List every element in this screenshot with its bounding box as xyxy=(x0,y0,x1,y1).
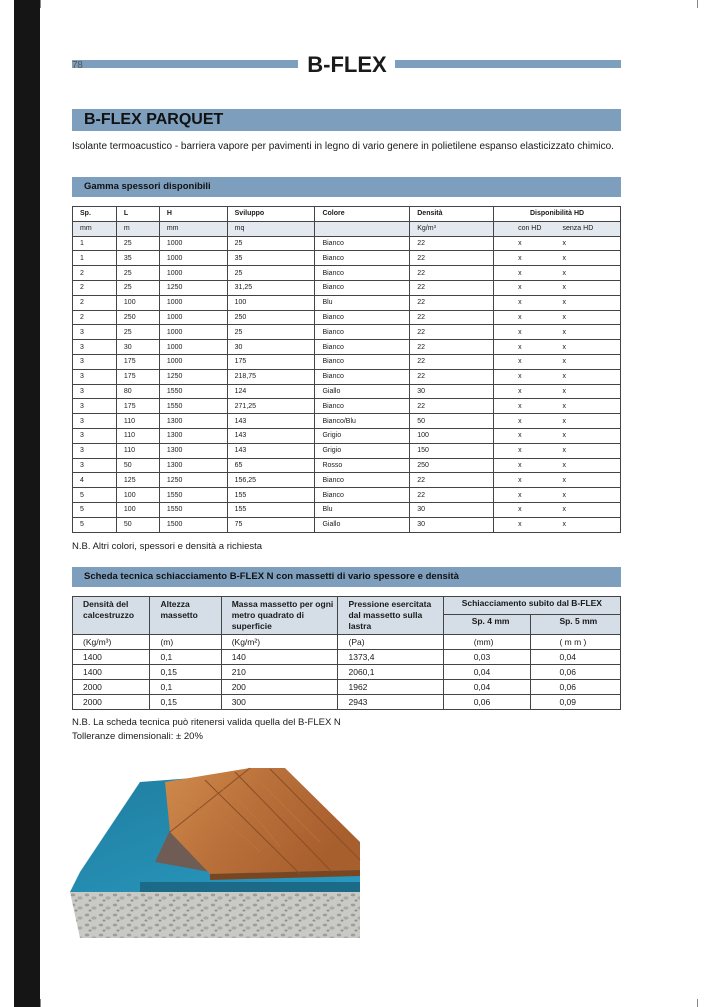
cell-densita: 30 xyxy=(410,502,494,517)
cell-h: 1000 xyxy=(159,266,227,281)
cell-senza-hd: x xyxy=(551,310,621,325)
cell-h: 1250 xyxy=(159,473,227,488)
cell-colore: Grigio xyxy=(315,428,410,443)
cell-sp: 1 xyxy=(73,251,117,266)
parquet-floor-layers-illustration xyxy=(70,742,370,938)
range-table-row xyxy=(73,251,621,266)
cell-l: 175 xyxy=(116,369,159,384)
cell-l: 50 xyxy=(116,458,159,473)
cell-sp: 5 xyxy=(73,517,117,532)
cell-con-hd: x xyxy=(494,295,551,310)
unit-cell: senza HD xyxy=(551,221,621,236)
unit-cell: (m) xyxy=(150,635,221,650)
unit-cell: Kg/m³ xyxy=(410,221,494,236)
cell-densita: 1400 xyxy=(73,665,150,680)
cell-sp: 2 xyxy=(73,266,117,281)
cell-colore: Blu xyxy=(315,295,410,310)
cell-pressione: 2943 xyxy=(338,695,443,710)
cell-senza-hd: x xyxy=(551,384,621,399)
range-table-row xyxy=(73,266,621,281)
col-sp: Sp. xyxy=(73,207,117,222)
cell-senza-hd: x xyxy=(551,414,621,429)
unit-cell: con HD xyxy=(494,221,551,236)
cell-h: 1000 xyxy=(159,310,227,325)
crush-table-row xyxy=(73,665,621,680)
cell-con-hd: x xyxy=(494,414,551,429)
range-table-header xyxy=(73,207,621,222)
col-sviluppo: Sviluppo xyxy=(227,207,315,222)
unit-cell: m xyxy=(116,221,159,236)
cell-densita: 22 xyxy=(410,251,494,266)
cell-h: 1250 xyxy=(159,280,227,295)
unit-cell: (Pa) xyxy=(338,635,443,650)
cell-h: 1300 xyxy=(159,458,227,473)
cell-colore: Bianco xyxy=(315,266,410,281)
range-table-title: Gamma spessori disponibili xyxy=(72,177,621,197)
cell-densita: 250 xyxy=(410,458,494,473)
cell-pressione: 1373,4 xyxy=(338,650,443,665)
col-massa-massetto: Massa massetto per ogni metro quadrato di superficie xyxy=(221,597,338,635)
cell-h: 1000 xyxy=(159,340,227,355)
range-table-row xyxy=(73,325,621,340)
cell-con-hd: x xyxy=(494,280,551,295)
cell-sviluppo: 155 xyxy=(227,488,315,503)
cell-con-hd: x xyxy=(494,443,551,458)
range-table-row xyxy=(73,399,621,414)
cell-sviluppo: 35 xyxy=(227,251,315,266)
cell-sp: 3 xyxy=(73,369,117,384)
cell-colore: Bianco xyxy=(315,280,410,295)
cell-massa: 200 xyxy=(221,680,338,695)
range-table-row xyxy=(73,502,621,517)
crush-table-row xyxy=(73,680,621,695)
crush-table-units xyxy=(73,635,621,650)
cell-sp: 3 xyxy=(73,354,117,369)
cell-sviluppo: 250 xyxy=(227,310,315,325)
cell-colore: Bianco xyxy=(315,340,410,355)
cell-colore: Rosso xyxy=(315,458,410,473)
range-table-row xyxy=(73,473,621,488)
col-altezza-massetto: Altezza massetto xyxy=(150,597,221,635)
cell-altezza: 0,15 xyxy=(150,695,221,710)
cell-l: 35 xyxy=(116,251,159,266)
cell-colore: Bianco xyxy=(315,310,410,325)
cell-senza-hd: x xyxy=(551,236,621,251)
cell-sp: 3 xyxy=(73,443,117,458)
cell-sviluppo: 25 xyxy=(227,236,315,251)
cell-h: 1000 xyxy=(159,236,227,251)
col-disponibilita: Disponibilità HD xyxy=(494,207,621,222)
cell-sp: 1 xyxy=(73,236,117,251)
cell-h: 1300 xyxy=(159,428,227,443)
range-table-row xyxy=(73,280,621,295)
cell-con-hd: x xyxy=(494,251,551,266)
cell-sviluppo: 30 xyxy=(227,340,315,355)
crop-mark xyxy=(697,999,698,1007)
cell-sp: 3 xyxy=(73,458,117,473)
cell-h: 1000 xyxy=(159,251,227,266)
cell-l: 175 xyxy=(116,354,159,369)
cell-sp5: 0,09 xyxy=(531,695,621,710)
cell-l: 25 xyxy=(116,280,159,295)
cell-sp4: 0,04 xyxy=(443,680,531,695)
cell-pressione: 1962 xyxy=(338,680,443,695)
cell-sviluppo: 75 xyxy=(227,517,315,532)
cell-sp4: 0,06 xyxy=(443,695,531,710)
cell-senza-hd: x xyxy=(551,488,621,503)
cell-pressione: 2060,1 xyxy=(338,665,443,680)
unit-cell: ( m m ) xyxy=(531,635,621,650)
range-table-row xyxy=(73,295,621,310)
unit-cell: (Kg/m³) xyxy=(73,635,150,650)
cell-h: 1250 xyxy=(159,369,227,384)
cell-sp: 3 xyxy=(73,414,117,429)
range-table-row xyxy=(73,384,621,399)
cell-densita: 22 xyxy=(410,369,494,384)
cell-densita: 22 xyxy=(410,473,494,488)
tolerance-note: Tolleranze dimensionali: ± 20% xyxy=(72,731,203,742)
page-number: 78 xyxy=(72,60,83,71)
col-colore: Colore xyxy=(315,207,410,222)
cell-senza-hd: x xyxy=(551,473,621,488)
brand-title: B-FLEX xyxy=(307,52,387,77)
cell-densita: 22 xyxy=(410,310,494,325)
cell-l: 50 xyxy=(116,517,159,532)
cell-sviluppo: 25 xyxy=(227,266,315,281)
cell-senza-hd: x xyxy=(551,280,621,295)
cell-densita: 50 xyxy=(410,414,494,429)
cell-senza-hd: x xyxy=(551,502,621,517)
cell-colore: Giallo xyxy=(315,384,410,399)
cell-senza-hd: x xyxy=(551,251,621,266)
cell-colore: Bianco xyxy=(315,488,410,503)
cell-l: 125 xyxy=(116,473,159,488)
cell-l: 110 xyxy=(116,414,159,429)
cell-colore: Blu xyxy=(315,502,410,517)
cell-sp: 3 xyxy=(73,340,117,355)
cell-h: 1000 xyxy=(159,325,227,340)
cell-altezza: 0,1 xyxy=(150,680,221,695)
cell-densita: 22 xyxy=(410,399,494,414)
cell-sp: 4 xyxy=(73,473,117,488)
cell-l: 110 xyxy=(116,428,159,443)
cell-con-hd: x xyxy=(494,340,551,355)
cell-densita: 22 xyxy=(410,236,494,251)
cell-sp: 2 xyxy=(73,295,117,310)
cell-sp: 5 xyxy=(73,502,117,517)
cell-colore: Bianco xyxy=(315,399,410,414)
range-table xyxy=(72,206,621,533)
cell-con-hd: x xyxy=(494,236,551,251)
cell-colore: Bianco/Blu xyxy=(315,414,410,429)
cell-h: 1000 xyxy=(159,295,227,310)
cell-l: 100 xyxy=(116,502,159,517)
cell-con-hd: x xyxy=(494,428,551,443)
range-table-row xyxy=(73,310,621,325)
cell-colore: Grigio xyxy=(315,443,410,458)
cell-sp4: 0,04 xyxy=(443,665,531,680)
cell-l: 100 xyxy=(116,295,159,310)
cell-sviluppo: 175 xyxy=(227,354,315,369)
cell-con-hd: x xyxy=(494,399,551,414)
cell-sviluppo: 100 xyxy=(227,295,315,310)
cell-colore: Bianco xyxy=(315,369,410,384)
unit-cell: (Kg/m²) xyxy=(221,635,338,650)
cell-h: 1300 xyxy=(159,443,227,458)
cell-sp: 3 xyxy=(73,384,117,399)
crop-mark xyxy=(697,0,698,8)
cell-h: 1000 xyxy=(159,354,227,369)
unit-cell: mq xyxy=(227,221,315,236)
cell-densita: 150 xyxy=(410,443,494,458)
crop-mark xyxy=(40,999,41,1007)
crush-table xyxy=(72,596,621,710)
cell-densita: 22 xyxy=(410,280,494,295)
cell-densita: 1400 xyxy=(73,650,150,665)
cell-l: 250 xyxy=(116,310,159,325)
col-sp-5mm: Sp. 5 mm xyxy=(531,615,621,635)
cell-sp: 5 xyxy=(73,488,117,503)
cell-densita: 22 xyxy=(410,325,494,340)
cell-altezza: 0,1 xyxy=(150,650,221,665)
cell-l: 175 xyxy=(116,399,159,414)
cell-con-hd: x xyxy=(494,266,551,281)
cell-massa: 300 xyxy=(221,695,338,710)
cell-colore: Bianco xyxy=(315,325,410,340)
range-table-row xyxy=(73,488,621,503)
cell-densita: 22 xyxy=(410,488,494,503)
cell-densita: 22 xyxy=(410,295,494,310)
cell-con-hd: x xyxy=(494,458,551,473)
cell-senza-hd: x xyxy=(551,295,621,310)
cell-densita: 22 xyxy=(410,354,494,369)
cell-sviluppo: 218,75 xyxy=(227,369,315,384)
unit-cell: (mm) xyxy=(443,635,531,650)
cell-sviluppo: 25 xyxy=(227,325,315,340)
cell-massa: 210 xyxy=(221,665,338,680)
cell-h: 1500 xyxy=(159,517,227,532)
cell-sviluppo: 143 xyxy=(227,443,315,458)
cell-senza-hd: x xyxy=(551,325,621,340)
range-table-row xyxy=(73,443,621,458)
cell-l: 80 xyxy=(116,384,159,399)
cell-densita: 100 xyxy=(410,428,494,443)
header-rule-left xyxy=(72,60,298,68)
cell-l: 25 xyxy=(116,266,159,281)
range-table-units xyxy=(73,221,621,236)
section-title: B-FLEX PARQUET xyxy=(72,109,621,131)
crush-table-title: Scheda tecnica schiacciamento B-FLEX N con massetti di vario spessore e densità xyxy=(72,567,621,587)
cell-con-hd: x xyxy=(494,488,551,503)
cell-senza-hd: x xyxy=(551,443,621,458)
cell-h: 1550 xyxy=(159,488,227,503)
cell-densita: 30 xyxy=(410,517,494,532)
range-table-row xyxy=(73,414,621,429)
cell-sp4: 0,03 xyxy=(443,650,531,665)
cell-sviluppo: 143 xyxy=(227,428,315,443)
cell-sp5: 0,06 xyxy=(531,665,621,680)
col-pressione: Pressione esercitata dal massetto sulla lastra xyxy=(338,597,443,635)
cell-senza-hd: x xyxy=(551,399,621,414)
range-table-row xyxy=(73,340,621,355)
cell-densita: 30 xyxy=(410,384,494,399)
cell-colore: Bianco xyxy=(315,354,410,369)
cell-con-hd: x xyxy=(494,369,551,384)
range-table-row xyxy=(73,354,621,369)
cell-colore: Giallo xyxy=(315,517,410,532)
cell-massa: 140 xyxy=(221,650,338,665)
cell-colore: Bianco xyxy=(315,236,410,251)
range-table-row xyxy=(73,369,621,384)
unit-cell: mm xyxy=(73,221,117,236)
cell-con-hd: x xyxy=(494,473,551,488)
cell-densita: 22 xyxy=(410,266,494,281)
cell-l: 25 xyxy=(116,236,159,251)
range-table-row xyxy=(73,517,621,532)
cell-sp: 2 xyxy=(73,280,117,295)
cell-sviluppo: 155 xyxy=(227,502,315,517)
cell-h: 1550 xyxy=(159,399,227,414)
cell-sviluppo: 271,25 xyxy=(227,399,315,414)
cell-senza-hd: x xyxy=(551,354,621,369)
cell-con-hd: x xyxy=(494,354,551,369)
col-l: L xyxy=(116,207,159,222)
cell-sviluppo: 143 xyxy=(227,414,315,429)
crush-table-header xyxy=(73,597,621,615)
cell-densita: 22 xyxy=(410,340,494,355)
cell-densita: 2000 xyxy=(73,680,150,695)
cell-l: 30 xyxy=(116,340,159,355)
unit-cell xyxy=(315,221,410,236)
range-table-note: N.B. Altri colori, spessori e densità a richiesta xyxy=(72,541,263,552)
cell-h: 1550 xyxy=(159,384,227,399)
cell-con-hd: x xyxy=(494,384,551,399)
cell-densita: 2000 xyxy=(73,695,150,710)
page-binding-edge xyxy=(14,0,40,1007)
cell-sp: 3 xyxy=(73,399,117,414)
cell-l: 100 xyxy=(116,488,159,503)
crop-mark xyxy=(40,0,41,8)
crush-table-row xyxy=(73,650,621,665)
col-h: H xyxy=(159,207,227,222)
cell-h: 1550 xyxy=(159,502,227,517)
col-densita-calcestruzzo: Densità del calcestruzzo xyxy=(73,597,150,635)
cell-senza-hd: x xyxy=(551,266,621,281)
cell-sp: 3 xyxy=(73,428,117,443)
cell-colore: Bianco xyxy=(315,473,410,488)
cell-colore: Bianco xyxy=(315,251,410,266)
cell-con-hd: x xyxy=(494,502,551,517)
cell-con-hd: x xyxy=(494,310,551,325)
crush-table-row xyxy=(73,695,621,710)
cell-sp: 2 xyxy=(73,310,117,325)
unit-cell: mm xyxy=(159,221,227,236)
cell-h: 1300 xyxy=(159,414,227,429)
col-schiacciamento: Schiacciamento subito dal B-FLEX xyxy=(443,597,620,615)
crush-table-note: N.B. La scheda tecnica può ritenersi valida quella del B-FLEX N xyxy=(72,717,341,728)
col-sp-4mm: Sp. 4 mm xyxy=(443,615,531,635)
cell-sp: 3 xyxy=(73,325,117,340)
cell-sviluppo: 124 xyxy=(227,384,315,399)
range-table-row xyxy=(73,458,621,473)
intro-text: Isolante termoacustico - barriera vapore per pavimenti in legno di vario genere in polietilene espanso elasticizzato chimico. xyxy=(72,141,614,152)
cell-altezza: 0,15 xyxy=(150,665,221,680)
cell-sviluppo: 156,25 xyxy=(227,473,315,488)
cell-senza-hd: x xyxy=(551,458,621,473)
cell-sp5: 0,04 xyxy=(531,650,621,665)
cell-l: 25 xyxy=(116,325,159,340)
header-rule-right xyxy=(395,60,621,68)
cell-con-hd: x xyxy=(494,325,551,340)
range-table-row xyxy=(73,428,621,443)
cell-sp5: 0,06 xyxy=(531,680,621,695)
col-densita: Densità xyxy=(410,207,494,222)
cell-con-hd: x xyxy=(494,517,551,532)
cell-sviluppo: 65 xyxy=(227,458,315,473)
cell-l: 110 xyxy=(116,443,159,458)
cell-sviluppo: 31,25 xyxy=(227,280,315,295)
cell-senza-hd: x xyxy=(551,517,621,532)
cell-senza-hd: x xyxy=(551,369,621,384)
range-table-row xyxy=(73,236,621,251)
cell-senza-hd: x xyxy=(551,428,621,443)
cell-senza-hd: x xyxy=(551,340,621,355)
